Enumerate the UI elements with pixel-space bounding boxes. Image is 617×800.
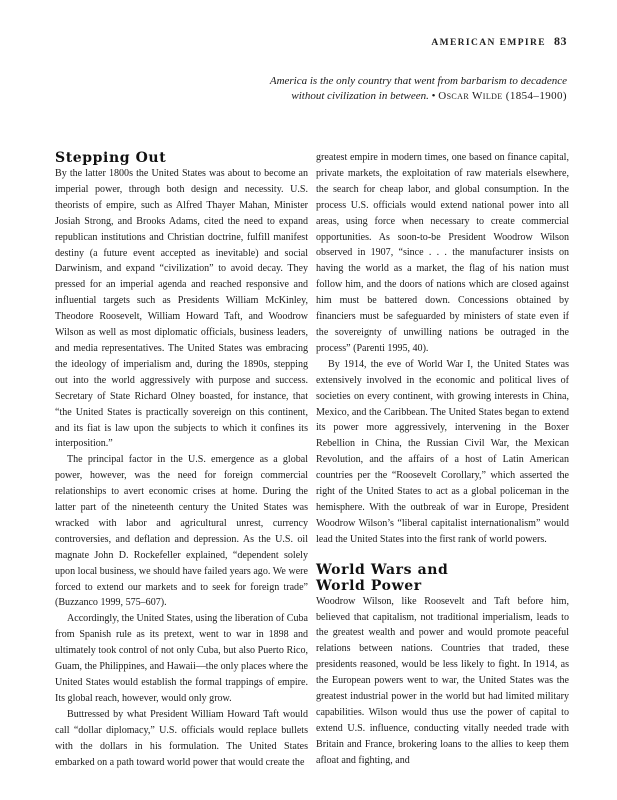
paragraph: Accordingly, the United States, using the liberation of Cuba from Spanish rule as its pretext, went to war in 1898 and ultimately took control of not only Cuba, but also Puerto Rico, Guam, the Philippines, and Hawaii—the only places where the United States would establish the formal trappings of empire. Its global reach, however, would only grow. [55,613,308,704]
paragraph: Woodrow Wilson, like Roosevelt and Taft before him, believed that capitalism, not traditional imperialism, leads to the greatest wealth and power and would promote peaceful relations between nations. Countries that traded, these presidents reasoned, would be less likely to fight. In 1914, as the European powers went to war, the United States was the greatest industrial power in the world but had limited military capabilities. Wilson would thus use the power of capital to extend U.S. influence, conducting vitally needed trade with Britain and France, brokering loans to the allies to keep them afloat and fighting, and [316,595,569,766]
epigraph-bullet: • [431,90,436,102]
paragraph: By the latter 1800s the United States was about to become an imperial power, through both design and necessity. U.S. theorists of empire, such as Alfred Thayer Mahan, Minister Josiah Strong, and Brooks Adams, cited the need to expand republican institutions and Christian doctrine, fulfill manifest destiny (a future event accepted as inevitable) and social Darwinism, and expand “civilization” to avoid decay. They pressed for an imperial agenda and reached responsive and influential targets such as Presidents William McKinley, Theodore Roosevelt, William Howard Taft, and Woodrow Wilson as well as most diplomatic officials, business leaders, and media representatives. The United States was embracing the ideology of imperialism and, during the 1890s, stepping out into the world aggressively with purpose and success. Secretary of State Richard Olney boasted, for instance, that “the United States is practically sovereign on this continent, and its fiat is law upon the subjects to which it confines its interposition.” [55,168,308,450]
running-title: AMERICAN EMPIRE [431,38,546,48]
paragraph: By 1914, the eve of World War I, the United States was extensively involved in the economic and political lives of societies on every continent, with growing interests in China, Mexico, and the Caribbean. The United States began to extend its power more aggressively, intervening in the Boxer Rebellion in China, the Russian Civil War, the Mexican Revolution, and the affairs of a host of Latin American countries per the “Roosevelt Corollary,” which asserted the right of the United States to act as a global policeman in the hemisphere. With the outbreak of war in Europe, President Woodrow Wilson’s “liberal capitalist internationalism” would lead the United States into the first rank of world powers. [316,358,569,545]
section-heading-stepping-out: Stepping Out [55,150,167,166]
running-header [431,34,567,49]
epigraph-attribution: Oscar Wilde (1854–1900) [438,90,567,102]
epigraph-quote: America is the only country that went from barbarism to decadence without civilization in between. [269,75,567,102]
heading-line: World Wars and [316,561,449,578]
left-column [55,150,308,770]
section-heading-world-wars [316,562,569,594]
paragraph-continued: greatest empire in modern times, one based on finance capital, private markets, the exploitation of raw materials elsewhere, the search for cheap labor, and global consumption. In the process U.S. officials would extend national power into all areas, using force when necessary to create commercial opportunities. As soon-to-be President Woodrow Wilson observed in 1907, “since . . . the manufacturer insists on having the world as a market, the flag of his nation must follow him, and the doors of nations which are closed against him must be battered down. Concessions obtained by financiers must be safeguarded by ministers of state even if the sovereignty of unwilling nations be outraged in the process” (Parenti 1995, 40). [316,152,569,354]
paragraph: The principal factor in the U.S. emergence as a global power, however, was the need for foreign commercial relationships to avert economic crises at home. During the latter part of the nineteenth century the United States was wracked with labor and agricultural unrest, currency controversies, and deflation and depression. As the U.S. oil magnate John D. Rockefeller explained, “dependent solely upon local business, we should have failed years ago. We were forced to extend our markets and to seek for foreign trade” (Buzzanco 1999, 575–607). [55,454,308,609]
paragraph: Buttressed by what President William Howard Taft would call “dollar diplomacy,” U.S. officials would replace bullets with the dollars in his formulation. The United States embarked on a path toward world power that would create the [55,708,308,768]
page-number: 83 [554,34,567,48]
heading-line: World Power [316,577,422,594]
right-column [316,150,569,769]
epigraph [237,74,567,104]
